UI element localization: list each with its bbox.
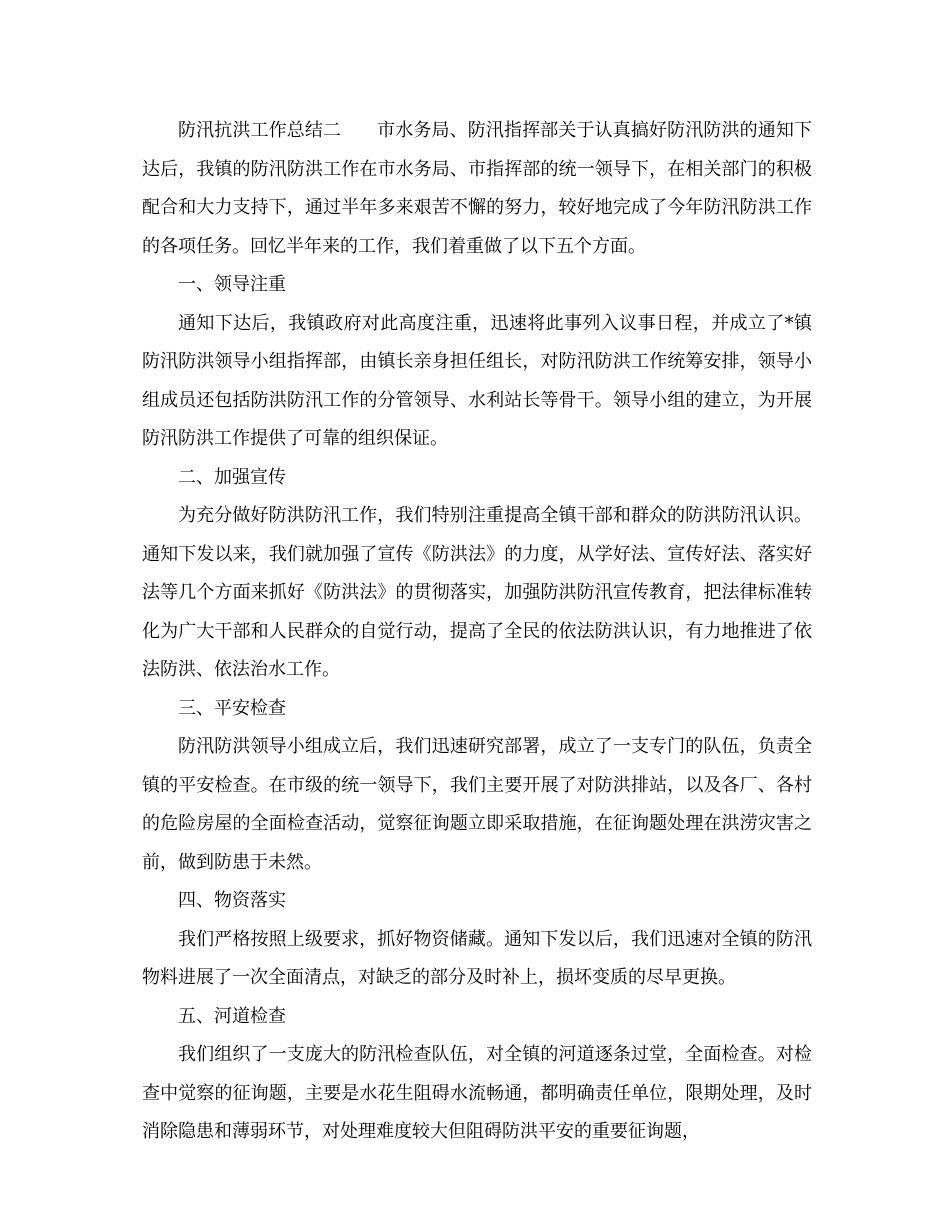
intro-paragraph xyxy=(142,112,812,266)
section-heading-3: 三、平安检查 xyxy=(178,697,286,719)
section-body-2: 为充分做好防洪防汛工作，我们特别注重提高全镇干部和群众的防洪防汛认识。通知下发以来，我们就加强了宣传《防洪法》的力度，从学好法、宣传好法、落实好法等几个方面来抓好《防洪法》的贯彻落实，加强防洪防汛宣传教育，把法律标准转化为广大干部和人民群众的自觉行动，提高了全民的依法防洪认识，有力地推进了依法防洪、依法治水工作。 xyxy=(142,505,812,680)
section-body-1: 通知下达后，我镇政府对此高度注重，迅速将此事列入议事日程，并成立了*镇防汛防洪领导小组指挥部，由镇长亲身担任组长，对防汛防洪工作统筹安排，领导小组成员还包括防洪防汛工作的分管领导、水利站长等骨干。领导小组的建立，为开展防汛防洪工作提供了可靠的组织保证。 xyxy=(142,312,812,449)
section-body-5: 我们组织了一支庞大的防汛检查队伍，对全镇的河道逐条过堂，全面检查。对检查中觉察的征询题，主要是水花生阻碍水流畅通，都明确责任单位，限期处理，及时消除隐患和薄弱环节，对处理难度较大但阻碍防洪平安的重要征询题， xyxy=(142,1044,812,1142)
intro-text: 市水务局、防汛指挥部关于认真搞好防汛防洪的通知下达后，我镇的防汛防洪工作在市水务局、市指挥部的统一领导下，在相关部门的积极配合和大力支持下，通过半年多来艰苦不懈的努力，较好地完成了今年防汛防洪工作的各项任务。回忆半年来的工作，我们着重做了以下五个方面。 xyxy=(142,120,812,257)
section-heading-5: 五、河道检查 xyxy=(178,1005,286,1027)
document-body xyxy=(142,112,812,1152)
section-heading-4: 四、物资落实 xyxy=(178,890,286,911)
section-heading-2: 二、加强宣传 xyxy=(178,466,286,488)
document-title: 防汛抗洪工作总结二 xyxy=(178,120,342,141)
section-heading-1: 一、领导注重 xyxy=(178,274,286,295)
section-body-4: 我们严格按照上级要求，抓好物资储藏。通知下发以后，我们迅速对全镇的防汛物料进展了一次全面清点，对缺乏的部分及时补上，损坏变质的尽早更换。 xyxy=(142,928,812,988)
section-body-3: 防汛防洪领导小组成立后，我们迅速研究部署，成立了一支专门的队伍，负责全镇的平安检查。在市级的统一领导下，我们主要开展了对防洪排站，以及各厂、各村的危险房屋的全面检查活动，觉察征询题立即采取措施，在征询题处理在洪涝灾害之前，做到防患于未然。 xyxy=(142,736,812,873)
